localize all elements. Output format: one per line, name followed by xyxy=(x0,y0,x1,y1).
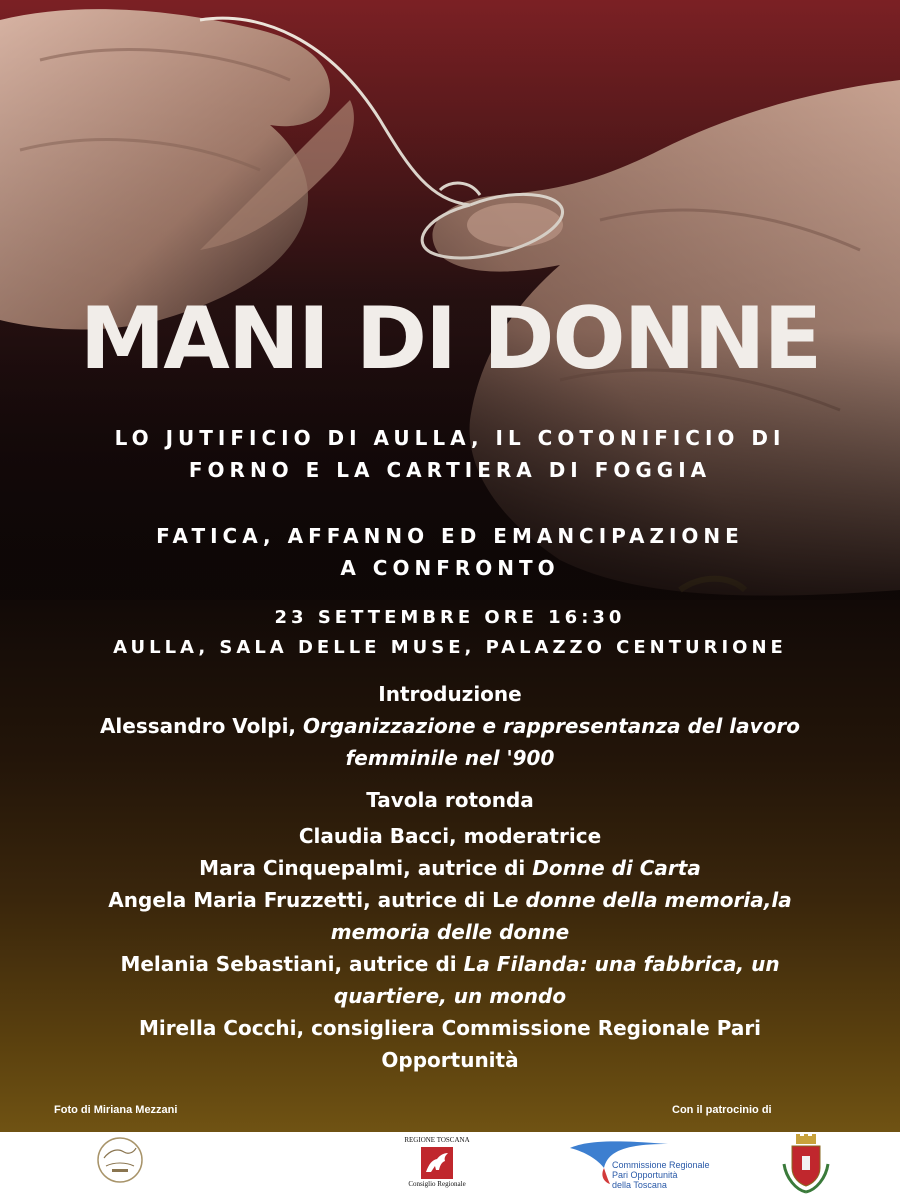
theme-line: FATICA, AFFANNO ED EMANCIPAZIONE xyxy=(156,524,744,548)
pegasus-logo xyxy=(420,1146,454,1180)
speaker-line xyxy=(0,852,900,884)
theme-line: A CONFRONTO xyxy=(340,556,560,580)
subtitle-line: FORNO E LA CARTIERA DI FOGGIA xyxy=(188,458,712,482)
subtitle xyxy=(0,422,900,486)
book-title: Donne di Carta xyxy=(532,856,701,880)
intro-heading: Introduzione xyxy=(378,682,522,706)
book-title: La Filanda: una fabbrica, un xyxy=(463,952,780,976)
book-title: e donne della memoria,la xyxy=(504,888,792,912)
book-title-cont: quartiere, un mondo xyxy=(333,984,567,1008)
event-info xyxy=(0,603,900,663)
subtitle-line: LO JUTIFICIO DI AULLA, IL COTONIFICIO DI xyxy=(114,426,786,450)
book-title-cont: memoria delle donne xyxy=(330,920,570,944)
speaker: Mara Cinquepalmi, autrice di xyxy=(199,856,533,880)
speaker-line xyxy=(0,948,900,980)
intro-speaker: Alessandro Volpi, xyxy=(99,714,303,738)
commission-line: Pari Opportunità xyxy=(612,1170,678,1180)
photo-credit: Foto di Miriana Mezzani xyxy=(54,1104,178,1116)
speaker: Melania Sebastiani, autrice di xyxy=(120,952,464,976)
patronage-label: Con il patrocinio di xyxy=(672,1104,772,1116)
sponsor-footer xyxy=(0,1132,900,1200)
event-date: 23 SETTEMBRE ORE 16:30 xyxy=(274,607,626,628)
commission-name xyxy=(612,1160,732,1190)
commission-line: Commissione Regionale xyxy=(612,1160,710,1170)
commission-line: della Toscana xyxy=(612,1180,667,1190)
poster-title: MANI DI DONNE xyxy=(79,289,821,389)
speaker-line xyxy=(0,884,900,916)
speaker: Angela Maria Fruzzetti, autrice di L xyxy=(108,888,505,912)
consiglio-label: Consiglio Regionale xyxy=(408,1180,466,1188)
speaker-line-cont: Opportunità xyxy=(381,1048,519,1072)
event-venue: AULLA, SALA DELLE MUSE, PALAZZO CENTURIONE xyxy=(113,637,787,658)
intro-talk: Organizzazione e rappresentanza del lavoro xyxy=(303,714,801,738)
theme xyxy=(0,520,900,584)
round-table-heading: Tavola rotonda xyxy=(366,788,534,812)
aulla-crest-logo xyxy=(780,1134,832,1196)
fili-di-seta-logo xyxy=(96,1136,144,1184)
speaker-line: Mirella Cocchi, consigliera Commissione Regionale Pari xyxy=(138,1016,762,1040)
regione-label: REGIONE TOSCANA xyxy=(404,1136,470,1144)
moderator: Claudia Bacci, moderatrice xyxy=(298,824,602,848)
intro-talk-cont: femminile nel '900 xyxy=(345,746,555,770)
program xyxy=(0,678,900,1076)
intro-speaker-line xyxy=(0,710,900,742)
